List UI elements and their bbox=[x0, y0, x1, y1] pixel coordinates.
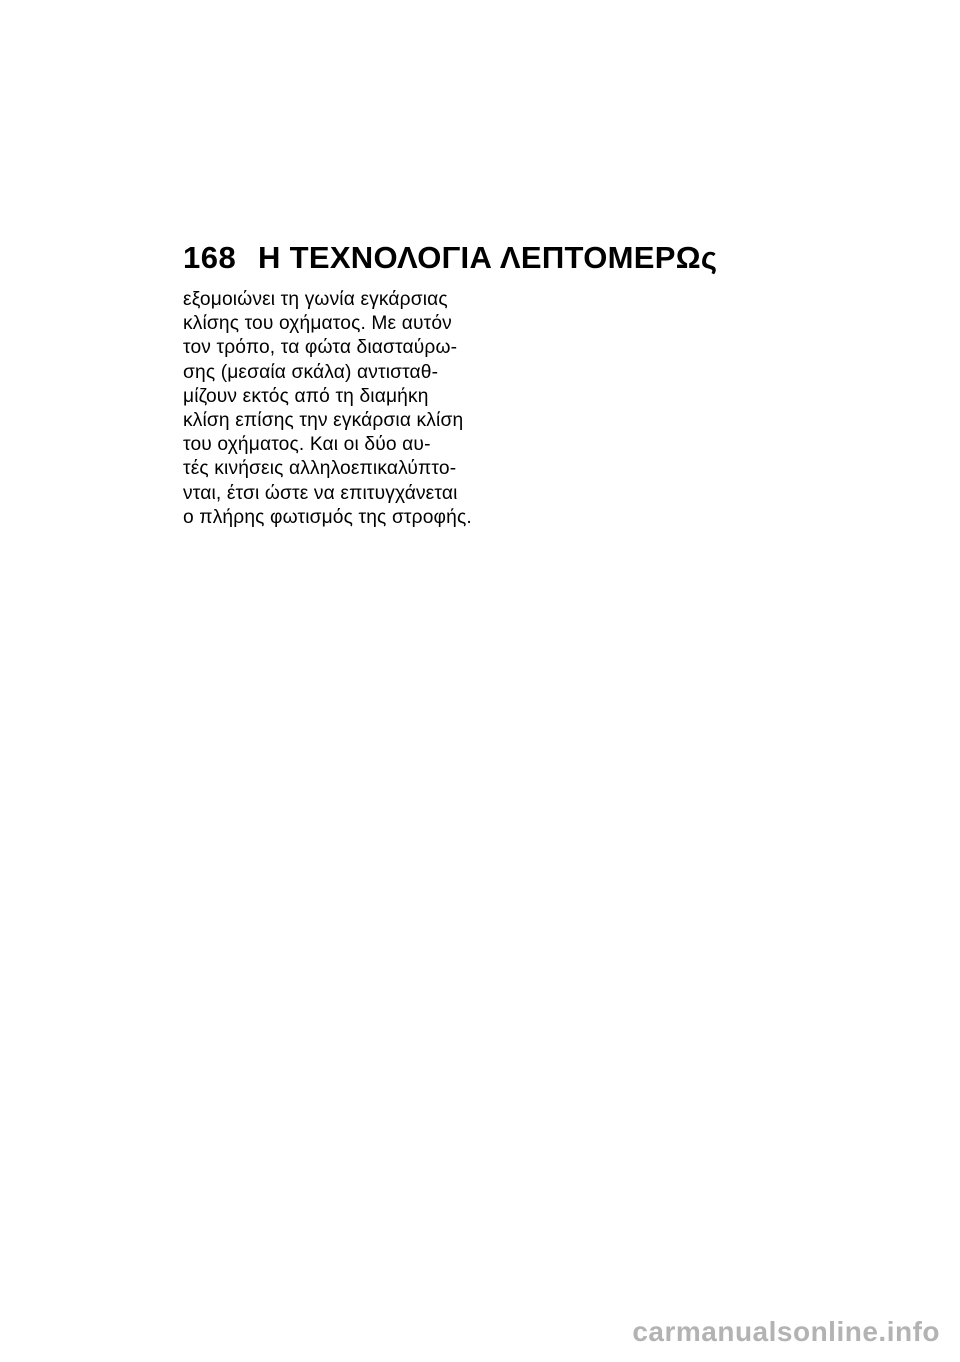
body-line: του οχήματος. Και οι δύο αυ- bbox=[183, 434, 431, 456]
page-header bbox=[183, 238, 783, 278]
body-line: νται, έτσι ώστε να επιτυγχάνεται bbox=[183, 482, 458, 504]
body-line: κλίσης του οχήματος. Με αυτόν bbox=[183, 313, 452, 335]
body-paragraph bbox=[183, 288, 472, 530]
watermark-link[interactable]: carmanualsonline.info bbox=[632, 1316, 940, 1347]
page-number: 168 bbox=[183, 240, 237, 275]
section-title: Η ΤΕΧΝΟΛΟΓΙΑ ΛΕΠΤΟΜΕΡΩς bbox=[258, 240, 718, 275]
body-line: τές κινήσεις αλληλοεπικαλύπτο- bbox=[183, 458, 457, 480]
body-line: κλίση επίσης την εγκάρσια κλίση bbox=[183, 410, 464, 432]
body-line: τον τρόπο, τα φώτα διασταύρω- bbox=[183, 337, 458, 359]
body-line: μίζουν εκτός από τη διαμήκη bbox=[183, 385, 429, 407]
body-line: ο πλήρης φωτισμός της στροφής. bbox=[183, 506, 472, 528]
body-line: εξομοιώνει τη γωνία εγκάρσιας bbox=[183, 289, 448, 310]
body-line: σης (μεσαία σκάλα) αντισταθ- bbox=[183, 361, 439, 383]
